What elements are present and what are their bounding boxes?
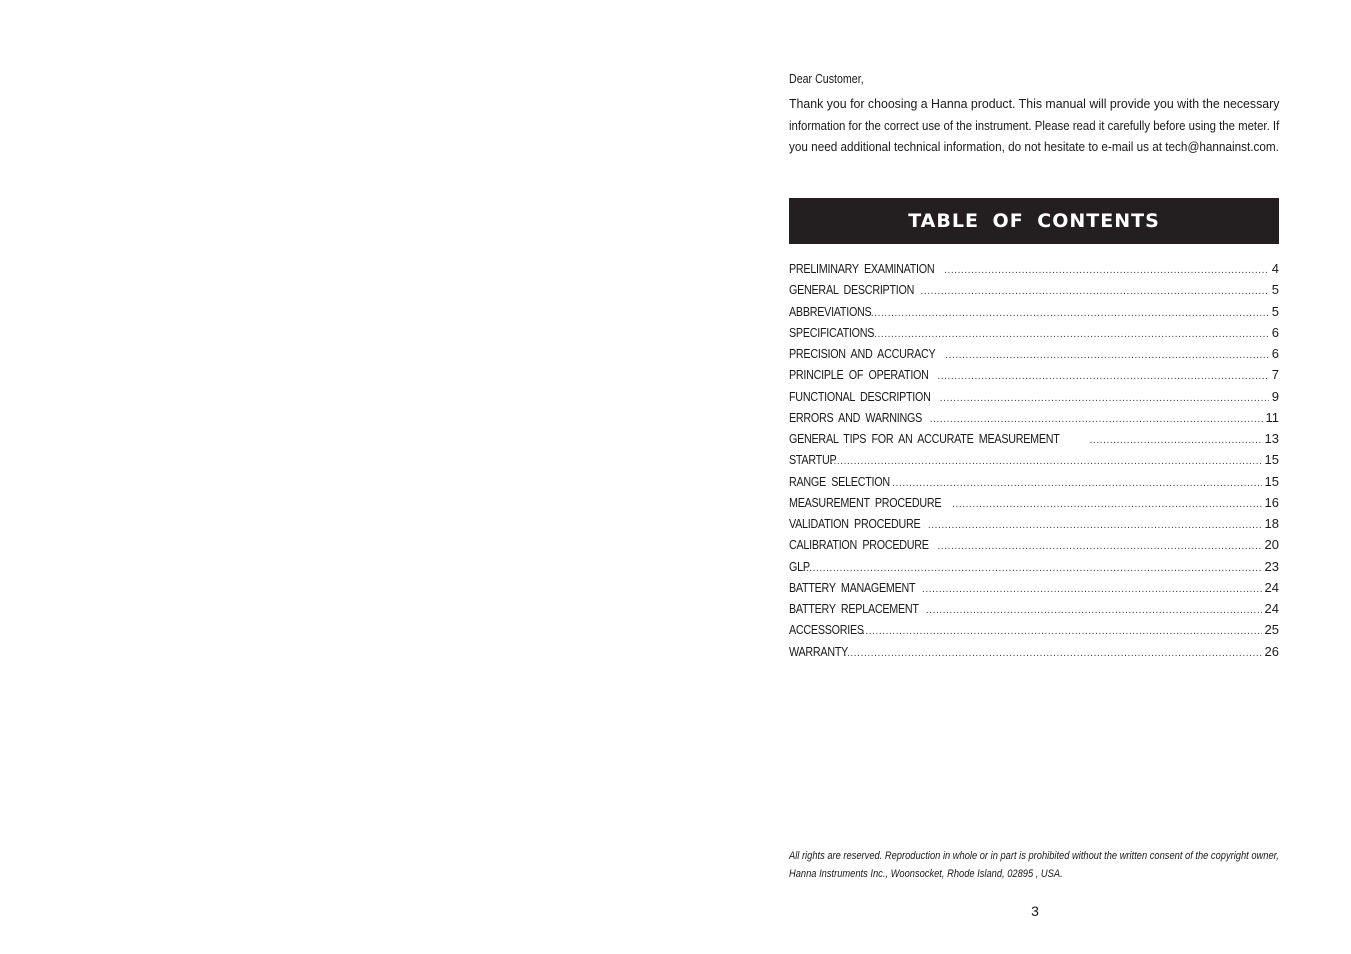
toc-dot-leader <box>830 451 1261 470</box>
toc-entry[interactable] <box>789 471 1279 492</box>
toc-entry-page: 15 <box>1264 452 1279 468</box>
toc-entry[interactable] <box>789 598 1279 619</box>
toc-dot-leader <box>1090 430 1262 449</box>
toc-entry-page: 18 <box>1264 516 1279 531</box>
intro-line: Thank you for choosing a Hanna product. This manual will provide you with the necessary <box>789 96 1280 111</box>
toc-entry-page: 5 <box>1271 282 1279 298</box>
toc-dot-leader <box>871 303 1269 322</box>
toc-entry-page: 26 <box>1264 643 1279 659</box>
manual-page <box>789 0 1279 954</box>
toc-entry[interactable] <box>789 386 1279 407</box>
toc-entry-label: BATTERY MANAGEMENT <box>789 580 916 595</box>
toc-entry[interactable] <box>789 301 1279 322</box>
toc-entry-label: GENERAL DESCRIPTION <box>789 283 915 298</box>
copyright-line: All rights are reserved. Reproduction in whole or in part is prohibited without the written consent of the copyright owner, <box>789 850 1279 862</box>
toc-entry[interactable] <box>789 428 1279 449</box>
toc-dot-leader <box>892 473 1261 492</box>
toc-dot-leader <box>928 515 1262 534</box>
toc-entry[interactable] <box>789 279 1279 300</box>
toc-entry[interactable] <box>789 343 1279 364</box>
toc-entry[interactable] <box>789 556 1279 577</box>
toc-entry-label: PRECISION AND ACCURACY <box>789 347 936 361</box>
page-number: 3 <box>1031 903 1039 919</box>
salutation: Dear Customer, <box>789 71 864 86</box>
toc-dot-leader <box>862 621 1262 640</box>
toc-entry-page: 20 <box>1264 537 1279 553</box>
toc-entry-page: 24 <box>1264 579 1279 595</box>
toc-entry-page: 9 <box>1271 388 1279 404</box>
toc-entry[interactable] <box>789 534 1279 555</box>
toc-entry-page: 11 <box>1265 409 1279 425</box>
toc-entry-label: MEASUREMENT PROCEDURE <box>789 495 942 510</box>
toc-entry-page: 13 <box>1264 431 1279 446</box>
toc-dot-leader <box>940 388 1269 407</box>
toc-dot-leader <box>874 324 1269 343</box>
toc-entry-page: 25 <box>1264 622 1279 638</box>
toc-entry-label: ACCESSORIES <box>789 623 864 638</box>
toc-list <box>789 258 1279 662</box>
toc-entry-label: ERRORS AND WARNINGS <box>789 410 923 425</box>
toc-entry-page: 6 <box>1271 346 1279 361</box>
toc-entry-label: GENERAL TIPS FOR AN ACCURATE MEASUREMENT <box>789 432 1060 446</box>
toc-entry-page: 24 <box>1264 601 1279 616</box>
toc-dot-leader <box>844 643 1262 662</box>
toc-entry-label: PRELIMINARY EXAMINATION <box>789 262 935 276</box>
toc-dot-leader <box>944 260 1269 279</box>
copyright-notice <box>789 848 1279 883</box>
toc-entry-page: 7 <box>1271 367 1279 383</box>
toc-entry[interactable] <box>789 577 1279 598</box>
toc-dot-leader <box>926 600 1262 619</box>
toc-entry-page: 5 <box>1271 303 1279 319</box>
toc-dot-leader <box>952 494 1261 513</box>
toc-entry[interactable] <box>789 322 1279 343</box>
toc-entry[interactable] <box>789 449 1279 470</box>
toc-entry-label: RANGE SELECTION <box>789 474 890 489</box>
toc-entry-page: 23 <box>1264 558 1279 574</box>
toc-entry-label: WARRANTY <box>789 644 849 659</box>
copyright-line: Hanna Instruments Inc., Woonsocket, Rhode Island, 02895 , USA. <box>789 867 1063 880</box>
intro-line: you need additional technical information, do not hesitate to e-mail us at tech@hannainst.com. <box>789 139 1279 154</box>
toc-entry[interactable] <box>789 364 1279 385</box>
toc-entry-page: 15 <box>1264 473 1279 489</box>
toc-entry-label: ABBREVIATIONS <box>789 304 872 319</box>
toc-entry-label: FUNCTIONAL DESCRIPTION <box>789 389 931 404</box>
toc-entry-label: CALIBRATION PROCEDURE <box>789 538 929 553</box>
toc-entry-label: VALIDATION PROCEDURE <box>789 517 921 531</box>
toc-dot-leader <box>920 281 1268 300</box>
toc-entry-label: BATTERY REPLACEMENT <box>789 602 919 616</box>
intro-line: information for the correct use of the instrument. Please read it carefully before using the meter. If <box>789 117 1280 133</box>
toc-entry-page: 16 <box>1264 494 1279 510</box>
toc-dot-leader <box>922 579 1262 598</box>
toc-entry[interactable] <box>789 492 1279 513</box>
toc-dot-leader <box>937 366 1268 385</box>
toc-dot-leader <box>930 409 1263 428</box>
toc-entry-page: 4 <box>1271 261 1279 276</box>
toc-entry[interactable] <box>789 407 1279 428</box>
toc-entry[interactable] <box>789 641 1279 662</box>
toc-entry[interactable] <box>789 513 1279 534</box>
toc-entry-label: GLP <box>789 559 810 574</box>
toc-header-bar <box>789 198 1279 244</box>
intro-paragraph <box>789 93 1279 158</box>
toc-entry[interactable] <box>789 258 1279 279</box>
toc-entry-page: 6 <box>1271 324 1279 340</box>
toc-entry-label: STARTUP <box>789 453 837 468</box>
toc-title: TABLE OF CONTENTS <box>908 210 1160 232</box>
toc-entry-label: PRINCIPLE OF OPERATION <box>789 368 929 383</box>
toc-entry[interactable] <box>789 619 1279 640</box>
toc-dot-leader <box>937 536 1261 555</box>
toc-dot-leader <box>799 558 1261 577</box>
toc-entry-label: SPECIFICATIONS <box>789 325 875 340</box>
toc-dot-leader <box>945 345 1268 364</box>
